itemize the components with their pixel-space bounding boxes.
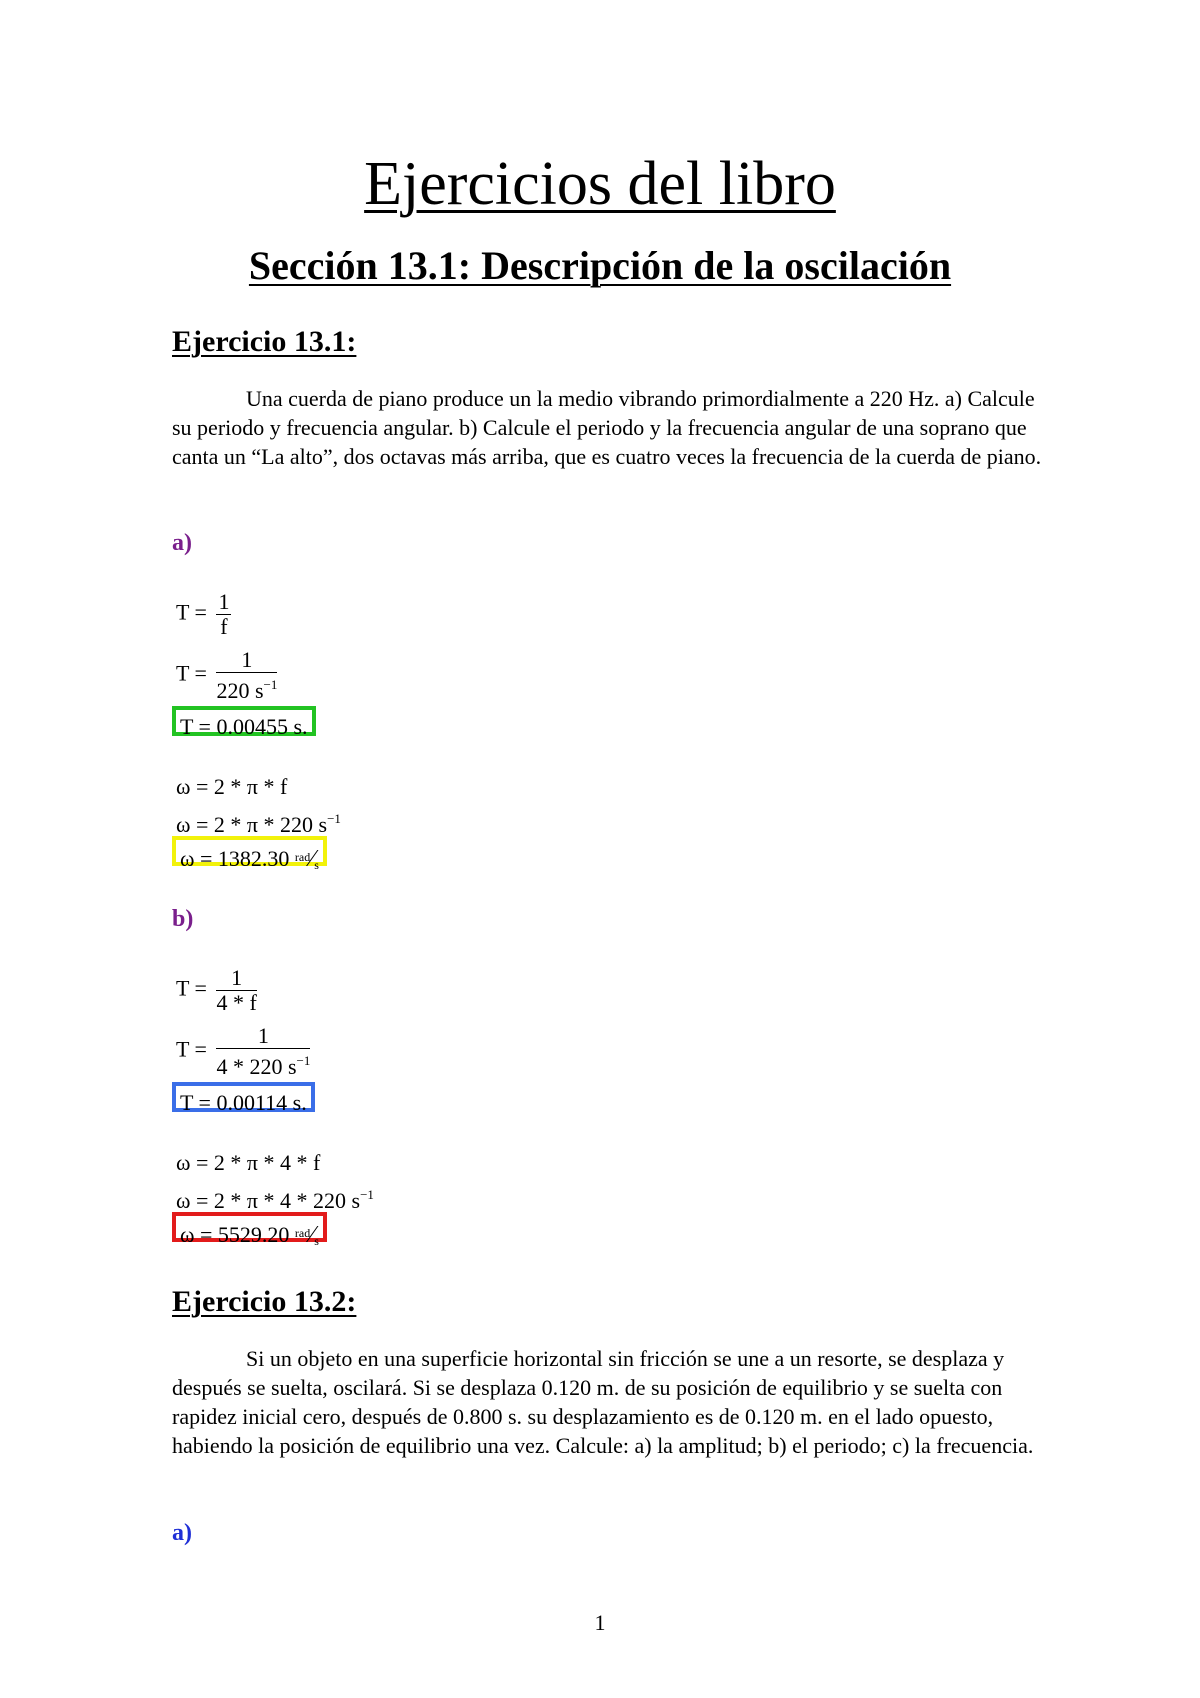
exponent: −1 [360,1187,374,1202]
eq-text: ω = 2 * π * 220 s [176,812,328,837]
numerator: 1 [216,648,277,673]
eq-angular-substituted [176,806,341,838]
eq-lhs: T = [176,599,207,625]
fraction [216,648,277,703]
result-period: T = 0.00455 s. [180,714,308,739]
denominator [216,1049,310,1079]
part-b-label: b) [172,906,194,932]
document-title: Ejercicios del libro [364,150,836,218]
fraction [216,1024,310,1079]
exercise-13-2-text: Si un objeto en una superficie horizontal sin fricción se une a un resorte, se desplaza y después se suelta, oscilará. Si se desplaza 0.120 m. de su posición de equilibrio y se suelta con rapidez inicial cero, después de 0.800 s. su desplazamiento es de 0.120 m. en el lado opuesto, habiendo la posición de equilibrio una vez. Calcule: a) la amplitud; b) el periodo; c) la frecuencia. [172,1346,1034,1458]
unit-s: s [314,1234,319,1248]
numerator: 1 [216,966,256,991]
eq-text: ω = 2 * π * 4 * 220 s [176,1188,361,1213]
eq-period-substituted [176,648,277,703]
unit-rad: rad [294,1226,311,1240]
ex2-part-a-label: a) [172,1520,192,1546]
page-number: 1 [594,1610,606,1635]
result-period-box [172,706,316,739]
eq-angular-substituted-b [176,1182,374,1214]
exercise-13-1-heading: Ejercicio 13.1: [172,325,357,358]
unit-s: s [314,858,319,872]
fraction [216,966,256,1015]
unit-rad: rad [294,850,311,864]
unit-slash: ⁄ [310,1222,315,1248]
exponent: −1 [296,1053,311,1068]
eq-lhs: T = [176,975,207,1001]
exercise-13-1-text: Una cuerda de piano produce un la medio vibrando primordialmente a 220 Hz. a) Calcule su periodo y frecuencia angular. b) Calcule el periodo y la frecuencia angular de una soprano que canta un “La alto”, dos octavas más arriba, que es cuatro veces la frecuencia de la cuerda de piano. [172,386,1042,469]
result-angular-box-b [172,1212,327,1248]
eq-lhs: T = [176,660,207,686]
exercise-13-1-statement [172,384,1042,471]
eq-angular-formula: ω = 2 * π * f [176,774,288,799]
eq-period-formula-b [176,966,257,1015]
denominator: f [220,614,228,639]
result-angular-box [172,836,327,872]
numerator: 1 [216,1024,310,1049]
denominator-base: 220 s [216,678,264,703]
eq-angular-formula-b: ω = 2 * π * 4 * f [176,1150,321,1175]
exponent: −1 [263,677,278,692]
result-angular-b: ω = 5529.20 [180,1222,290,1247]
denominator-base: 4 * 220 s [216,1054,297,1079]
denominator [216,673,277,703]
eq-period-substituted-b [176,1024,310,1079]
denominator: 4 * f [216,990,257,1015]
eq-lhs: T = [176,1036,207,1062]
section-heading: Sección 13.1: Descripción de la oscilación [248,243,952,288]
result-period-b: T = 0.00114 s. [180,1090,307,1115]
exercise-13-2-statement [172,1344,1042,1460]
fraction [216,590,231,639]
result-angular: ω = 1382.30 [180,846,290,871]
eq-period-formula [176,590,231,639]
exponent: −1 [327,811,341,826]
numerator: 1 [218,589,230,614]
unit-slash: ⁄ [310,846,315,872]
part-a-label: a) [172,530,192,556]
result-period-box-b [172,1082,315,1115]
exercise-13-2-heading: Ejercicio 13.2: [172,1285,357,1318]
